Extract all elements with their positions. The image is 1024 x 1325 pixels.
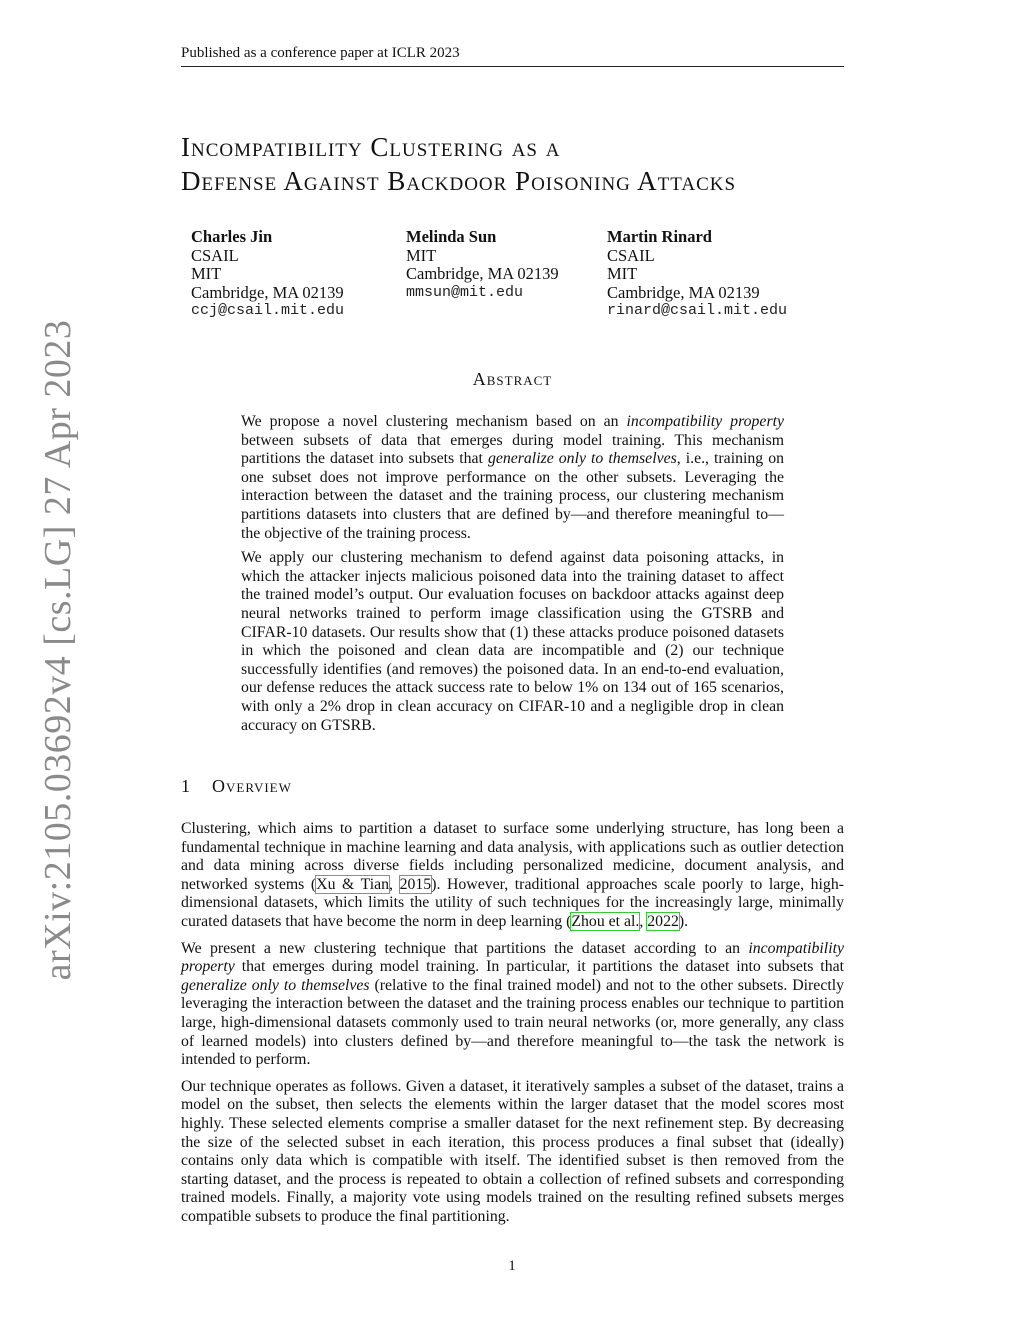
paper-title [181, 130, 881, 198]
page-number: 1 [508, 1258, 516, 1274]
citation-link[interactable]: 2015 [399, 875, 432, 893]
body-paragraph: Our technique operates as follows. Given a dataset, it iteratively samples a subset of the dataset, trains a model on the subset, then selects the elements within the larger dataset that the model scores most highly. These selected elements comprise a smaller dataset for the next refinement step. By decreasing the size of the selected subset in each iteration, this process produces a final subset that (ideally) contains only data which is compatible with itself. The identified subset is then removed from the starting dataset, and the process is repeated to obtain a collection of refined subsets and corresponding trained models. Finally, a majority vote using models trained on the resulting refined subsets merges compatible subsets to produce the final partitioning. [181, 1077, 844, 1225]
citation-link[interactable]: Xu & Tian [316, 875, 390, 893]
author-email: mmsun@mit.edu [406, 283, 524, 301]
section-heading [181, 775, 292, 797]
author-name: Martin Rinard [607, 227, 712, 246]
text-span: , i.e., training on one subset does not improve performance on the other subsets. Leveraging the interaction between the dataset and the training process, our clustering mechanism partitions datasets into clusters that are defined by—and therefore meaningful to—the objective of the training process. [241, 450, 784, 542]
author-affiliation: CSAIL [607, 245, 655, 265]
text-span: We propose a novel clustering mechanism based on an [241, 413, 627, 430]
author-affiliation: Cambridge, MA 02139 [191, 282, 344, 302]
section-title: Overview [212, 776, 292, 796]
text-span: ). [678, 912, 689, 930]
author-name: Melinda Sun [406, 227, 497, 246]
citation-link[interactable]: Zhou et al. [571, 912, 640, 930]
author-affiliation: Cambridge, MA 02139 [406, 264, 559, 283]
citation-link[interactable]: 2022 [647, 912, 679, 930]
author-affiliation: Cambridge, MA 02139 [607, 282, 760, 302]
emphasis: generalize only to themselves [181, 976, 370, 994]
emphasis: incompatibility property [626, 413, 784, 430]
text-span: ). However, traditional approaches scale poorly to large, high-dimensional datasets, which limits the utility of such techniques for the increasingly large, minimally curated datasets that have become the norm in deep learning ( [181, 875, 844, 930]
emphasis: incompatibility property [181, 939, 844, 976]
arxiv-stamp: arXiv:2105.03692v4 [cs.LG] 27 Apr 2023 [37, 319, 79, 981]
abstract-paragraph [241, 413, 784, 543]
header-rule [181, 66, 844, 67]
abstract-paragraph: We apply our clustering mechanism to defend against data poisoning attacks, in which the attacker injects malicious poisoned data into the training dataset to affect the trained model’s output. Our evaluation focuses on backdoor attacks against deep neural networks trained to perform image classification using the GTSRB and CIFAR-10 datasets. Our results show that (1) these attacks produce poisoned datasets in which the poisoned and clean data are incompatible and (2) our technique successfully identifies (and removes) the poisoned data. In an end-to-end evaluation, our defense reduces the attack success rate to below 1% on 134 out of 165 scenarios, with only a 2% drop in clean accuracy on CIFAR-10 and a negligible drop in clean accuracy on GTSRB. [241, 549, 784, 734]
author-block [607, 228, 787, 321]
author-name: Charles Jin [191, 227, 273, 246]
title-line-2: Defense Against Backdoor Poisoning Attacks [181, 166, 737, 196]
text-span: (relative to the final trained model) and not to the other subsets. Directly leveraging the interaction between the dataset and the training process enables our technique to partition large, high-dimensional datasets commonly used to train neural networks (or, more generally, any class of learned models) into clusters defined by—and therefore meaningful to—the task the network is intended to perform. [181, 976, 845, 1069]
author-block [191, 228, 344, 321]
text-span: , [639, 912, 648, 930]
section-number: 1 [181, 776, 191, 796]
body-paragraph [181, 940, 844, 1070]
author-affiliation: MIT [607, 264, 638, 283]
author-affiliation: CSAIL [191, 245, 239, 265]
author-email: rinard@csail.mit.edu [607, 302, 788, 319]
section-body [181, 820, 844, 1234]
text-span: that emerges during model training. In particular, it partitions the dataset into subsets that [234, 958, 844, 976]
text-span: between subsets of data that emerges during model training. This mechanism partitions the dataset into subsets that [241, 431, 784, 468]
author-affiliation: MIT [406, 245, 437, 265]
body-paragraph [181, 820, 844, 932]
abstract-heading: Abstract [472, 369, 553, 389]
author-affiliation: MIT [191, 264, 222, 283]
abstract-body [241, 413, 784, 741]
author-block [406, 228, 559, 302]
text-span: Clustering, which aims to partition a dataset to surface some underlying structure, has long been a fundamental technique in machine learning and data analysis, with applications such as outlier detection and data mining across diverse fields including personalized medicine, document analysis, and networked systems ( [181, 820, 844, 893]
emphasis: generalize only to themselves [487, 450, 677, 468]
author-email: ccj@csail.mit.edu [191, 302, 345, 319]
text-span: We present a new clustering technique that partitions the dataset according to an [181, 939, 749, 957]
text-span: , [389, 875, 400, 893]
title-line-1: Incompatibility Clustering as a [181, 132, 561, 162]
running-header: Published as a conference paper at ICLR 2023 [181, 45, 460, 61]
